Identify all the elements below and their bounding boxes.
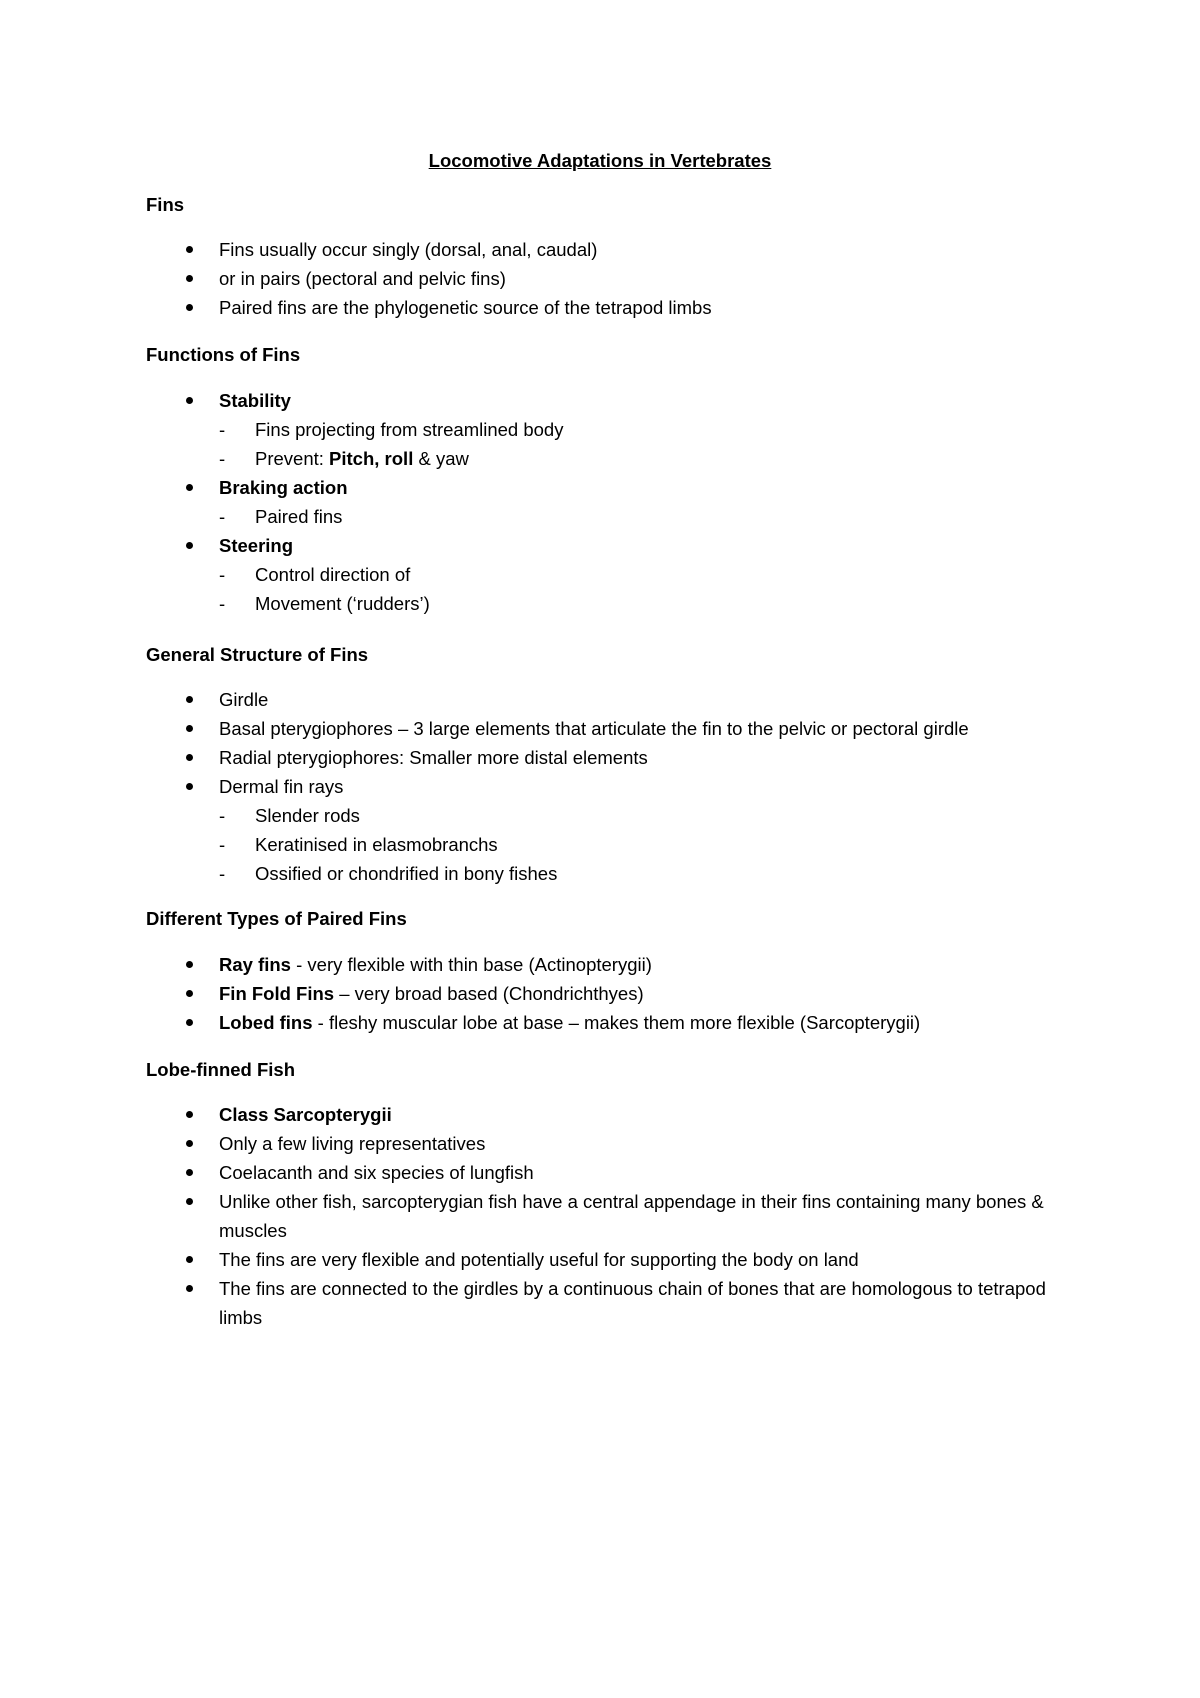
list-item [0, 386, 1200, 473]
heading-structure: General Structure of Fins [146, 644, 369, 665]
list-item: Only a few living representatives [0, 1129, 1200, 1158]
list-item: Class Sarcopterygii [0, 1100, 1200, 1129]
bullet-icon [186, 1019, 193, 1026]
sub-item: - Keratinised in elasmobranchs [219, 830, 1050, 859]
document-title: Locomotive Adaptations in Vertebrates [428, 150, 772, 171]
functions-list [0, 386, 1200, 618]
sub-item: - Movement (‘rudders’) [219, 589, 1050, 618]
bullet-icon [186, 275, 193, 282]
steering-sublist [219, 560, 1050, 618]
function-stability: Stability [219, 390, 291, 411]
list-item: Radial pterygiophores: Smaller more distal elements [0, 743, 1200, 772]
sub-item: - Prevent: Pitch, roll & yaw [219, 444, 1050, 473]
lobe-list [0, 1100, 1200, 1332]
structure-list [0, 685, 1200, 888]
bullet-icon [186, 1140, 193, 1147]
bullet-icon [186, 725, 193, 732]
dash-icon: - [219, 448, 226, 469]
list-item: The fins are connected to the girdles by a continuous chain of bones that are homologous to tetrapod limbs [0, 1274, 1200, 1332]
fin-rays-sublist [219, 801, 1050, 888]
list-item: Unlike other fish, sarcopterygian fish have a central appendage in their fins containing many bones & muscles [0, 1187, 1200, 1245]
heading-functions: Functions of Fins [146, 344, 301, 365]
dash-icon: - [219, 805, 226, 826]
bullet-icon [186, 783, 193, 790]
braking-sublist [219, 502, 1050, 531]
list-item: Dermal fin rays - Slender rods - Keratinised in elasmobranchs - Ossified or chondrified in bony fishes [0, 772, 1200, 888]
bullet-icon [186, 304, 193, 311]
dash-icon: - [219, 593, 226, 614]
dash-icon: - [219, 506, 226, 527]
bullet-icon [186, 1169, 193, 1176]
bullet-icon [186, 1256, 193, 1263]
sub-item: - Paired fins [219, 502, 1050, 531]
types-list [0, 950, 1200, 1037]
bullet-icon [186, 1285, 193, 1292]
sub-item: - Slender rods [219, 801, 1050, 830]
bullet-icon [186, 754, 193, 761]
list-item: Fins usually occur singly (dorsal, anal, caudal) [0, 235, 1200, 264]
dash-icon: - [219, 863, 226, 884]
list-item: Fin Fold Fins – very broad based (Chondrichthyes) [0, 979, 1200, 1008]
list-item [0, 473, 1200, 531]
list-item: Basal pterygiophores – 3 large elements that articulate the fin to the pelvic or pectoral girdle [0, 714, 1200, 743]
bullet-icon [186, 961, 193, 968]
heading-types: Different Types of Paired Fins [146, 908, 407, 929]
list-item: Girdle [0, 685, 1200, 714]
list-item: Lobed fins - fleshy muscular lobe at base – makes them more flexible (Sarcopterygii) [0, 1008, 1200, 1037]
bullet-icon [186, 397, 193, 404]
bullet-icon [186, 990, 193, 997]
list-item: Ray fins - very flexible with thin base (Actinopterygii) [0, 950, 1200, 979]
dash-icon: - [219, 834, 226, 855]
sub-item: - Control direction of [219, 560, 1050, 589]
list-item: Paired fins are the phylogenetic source of the tetrapod limbs [0, 293, 1200, 322]
sub-item: - Ossified or chondrified in bony fishes [219, 859, 1050, 888]
list-item: The fins are very flexible and potentially useful for supporting the body on land [0, 1245, 1200, 1274]
bullet-icon [186, 246, 193, 253]
bullet-icon [186, 696, 193, 703]
heading-fins: Fins [146, 194, 185, 215]
bullet-icon [186, 1111, 193, 1118]
list-item [0, 531, 1200, 618]
list-item: or in pairs (pectoral and pelvic fins) [0, 264, 1200, 293]
bullet-icon [186, 542, 193, 549]
fins-list [0, 235, 1200, 322]
dash-icon: - [219, 419, 226, 440]
heading-lobe-finned: Lobe-finned Fish [146, 1059, 296, 1080]
function-braking: Braking action [219, 477, 348, 498]
dash-icon: - [219, 564, 226, 585]
bullet-icon [186, 1198, 193, 1205]
sub-item: - Fins projecting from streamlined body [219, 415, 1050, 444]
stability-sublist [219, 415, 1050, 473]
list-item: Coelacanth and six species of lungfish [0, 1158, 1200, 1187]
function-steering: Steering [219, 535, 294, 556]
bullet-icon [186, 484, 193, 491]
